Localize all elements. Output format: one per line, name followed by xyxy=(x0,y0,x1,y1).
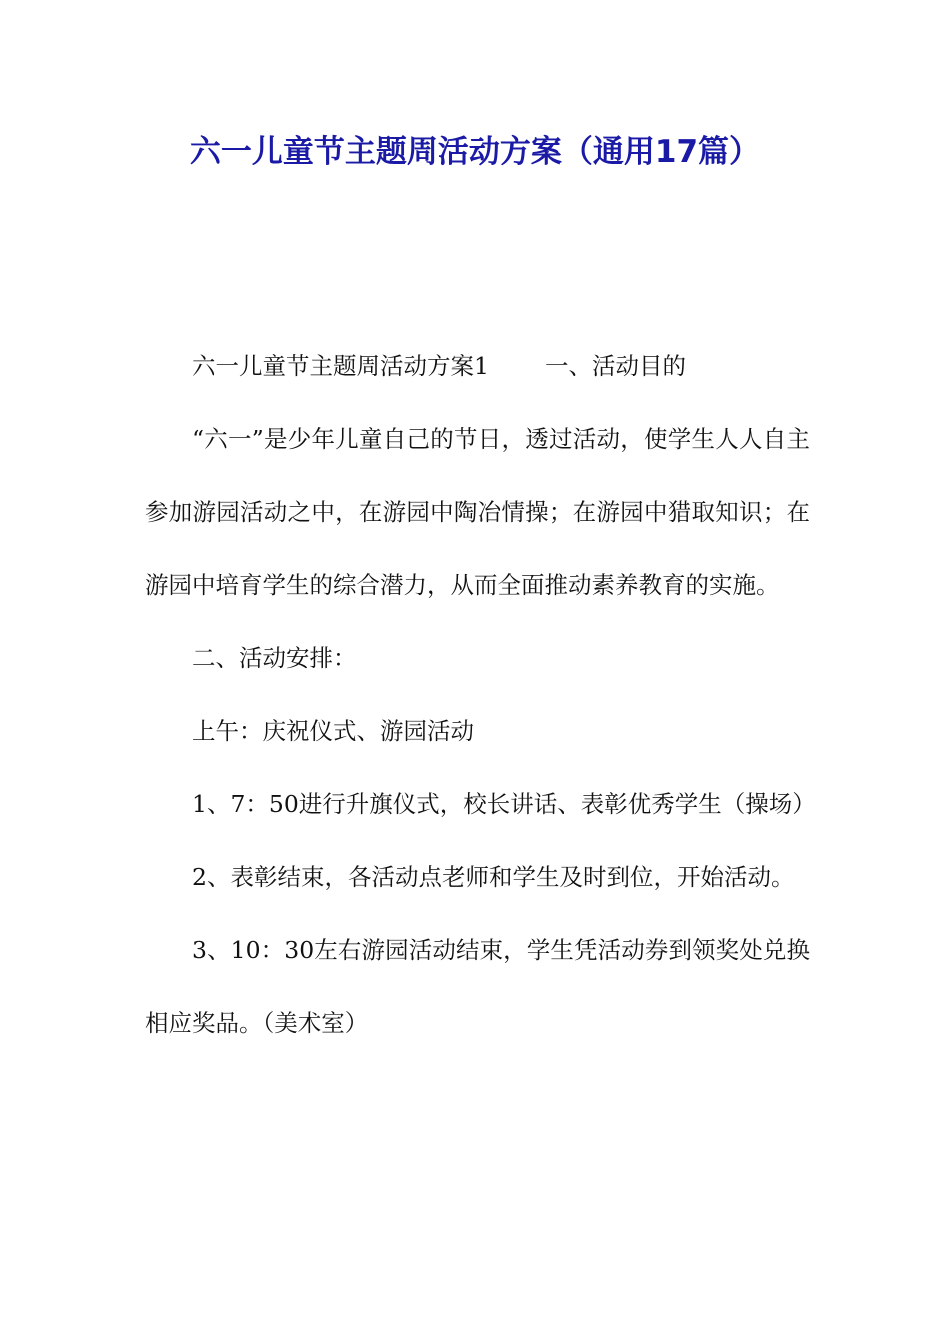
paragraph-arrangement-heading: 二、活动安排： xyxy=(192,644,357,672)
paragraph-morning: 上午：庆祝仪式、游园活动 xyxy=(192,717,474,745)
paragraph-item-1: 1、7：50进行升旗仪式，校长讲话、表彰优秀学生（操场） xyxy=(192,790,816,818)
document-title: 六一儿童节主题周活动方案（通用17篇） xyxy=(189,134,761,170)
document-body xyxy=(145,330,816,1060)
paragraph-purpose: “六一”是少年儿童自己的节日，透过活动，使学生人人自主参加游园活动之中，在游园中陶冶情操；在游园中猎取知识；在游园中培育学生的综合潜力，从而全面推动素养教育的实施。 xyxy=(145,425,810,599)
section-title: 六一儿童节主题周活动方案1 xyxy=(192,352,489,380)
section-heading xyxy=(145,330,810,403)
subsection-title: 一、活动目的 xyxy=(544,352,686,380)
paragraph-item-2: 2、表彰结束，各活动点老师和学生及时到位，开始活动。 xyxy=(192,863,795,891)
paragraph-item-3: 3、10：30左右游园活动结束，学生凭活动券到领奖处兑换相应奖品。（美术室） xyxy=(145,936,810,1037)
